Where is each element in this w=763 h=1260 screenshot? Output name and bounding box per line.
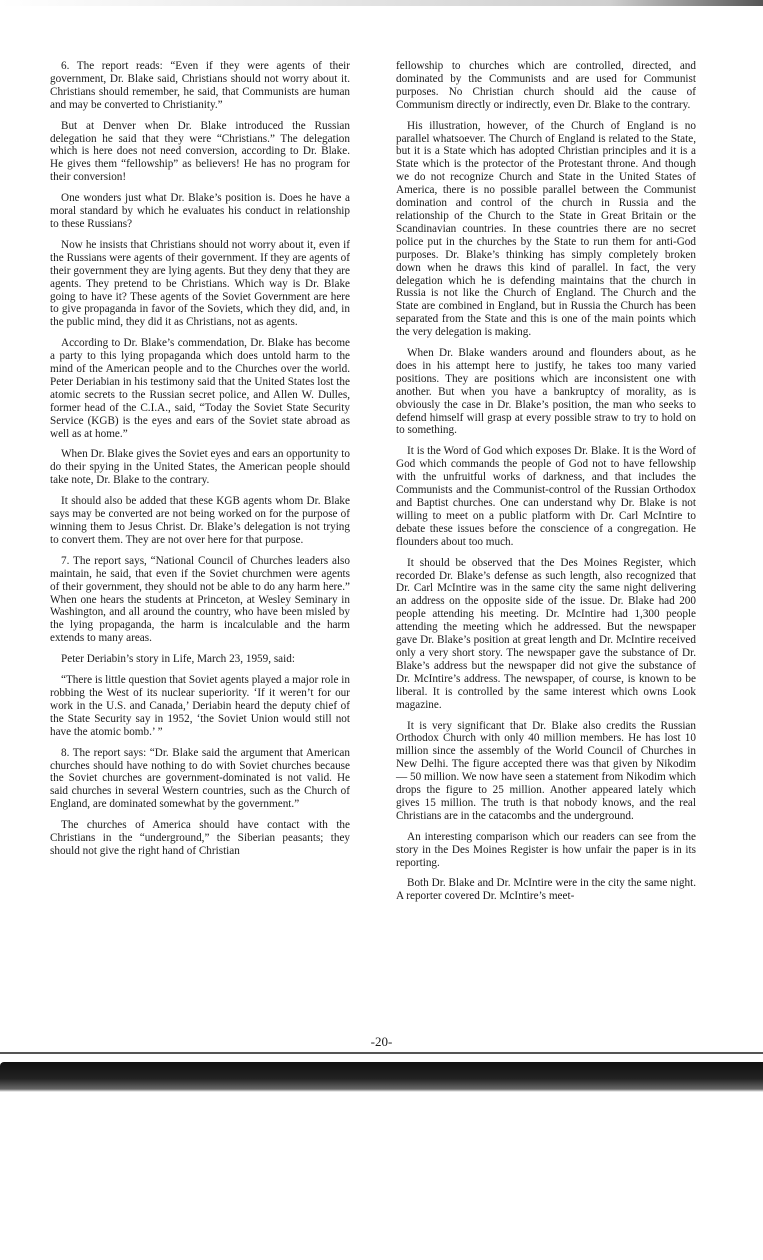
paragraph: 7. The report says, “National Council of Churches leaders also maintain, he said, that even if the Soviet churchmen were agents of their government, they should not be able to do any harm here.” When one hears the students at Princeton, at Wesley Seminary in Washington, and all around the country, who have been misled by the lying propaganda, the harm is incalculable and the harm extends to many areas. [50, 554, 350, 645]
left-column [50, 60, 350, 866]
paragraph: Peter Deriabin’s story in Life, March 23, 1959, said: [61, 653, 295, 666]
paragraph: It should be observed that the Des Moines Register, which recorded Dr. Blake’s defense as such length, also recognized that Dr. Carl McIntire was in the same city the same night delivering an address on the opposite side of the issue. Dr. Blake had 200 people attending his meeting. Dr. McIntire had 1,300 people attending the meeting which he addressed. But the newspaper gave Dr. Blake’s position at great length and Dr. McIntire received only a very short story. The newspaper gave the substance of Dr. Blake’s address but the newspaper did not give the substance of Dr. McIntire’s address. The newspaper, of course, is known to be liberal. It is controlled by the same interest which owns Look magazine. [396, 556, 696, 711]
scan-dark-band [0, 1062, 763, 1092]
scan-border-line [0, 1052, 763, 1054]
paragraph: An interesting comparison which our readers can see from the story in the Des Moines Register is how unfair the paper is in its reporting. [396, 830, 696, 869]
paragraph: 6. The report reads: “Even if they were agents of their government, Dr. Blake said, Christians should not worry about it. Christians should remember, he said, that Communists are human and may be converted to Christianity.” [50, 60, 350, 111]
paragraph: 8. The report says: “Dr. Blake said the argument that American churches should have nothing to do with Soviet churches because the Soviet churches are government-dominated is not valid. He said churches in several Western countries, such as the Church of England, are dominated somewhat by the government.” [50, 746, 350, 811]
quotation: “There is little question that Soviet agents played a major role in robbing the West of its nuclear superiority. ‘If it weren’t for our work in the U.S. and Canada,’ Deriabin heard the deputy chief of the State Security say in 1952, ‘the Soviet Union would still not have the atomic bomb.’ ” [50, 674, 350, 738]
paragraph: It is very significant that Dr. Blake also credits the Russian Orthodox Church with only 40 million members. He has lost 10 million since the assembly of the World Council of Churches in New Delhi. The figure accepted there was that given by Nikodim — 50 million. We now have seen a statement from Nikodim which drops the figure to 25 million. Another appeared lately which gives 15 million. The truth is that nobody knows, and the real Christians are in the catacombs and the underground. [396, 719, 696, 822]
paragraph: It should also be added that these KGB agents whom Dr. Blake says may be converted are not being worked on for the purpose of winning them to Jesus Christ. Dr. Blake’s delegation is not trying to convert them. They are not over here for that purpose. [50, 495, 350, 546]
paragraph: His illustration, however, of the Church of England is no parallel whatsoever. The Church of England is related to the State, but it is a State which has adopted Christian principles and it is a State which is the protector of the Protestant throne. And though we do not recognize Church and State in the United States of America, there is no possible parallel between the Communist domination and control of the church in Russia and the relationship of the Church to the State in Great Britain or the Scandinavian countries. In these countries there are no secret police put in the churches by the State to run them for anti-God purposes. Dr. Blake’s thinking has simply completely broken down when he draws this kind of parallel. In fact, the very delegation which he is defending maintains that the church in Russia is not like the Church of England. The Church and the State are combined in England, but in Russia the Church has been separated from the State and this is one of the main points which the very delegation is making. [396, 119, 696, 339]
paragraph: According to Dr. Blake’s commendation, Dr. Blake has become a party to this lying propaganda which does untold harm to the mind of the American people and to the Churches over the world. Peter Deriabian in his testimony said that the United States lost the atomic secrets to the Russian secret police, and Allen W. Dulles, former head of the C.I.A., said, “Today the Soviet State Security Service (KGB) is the eyes and ears of the Soviet state abroad as well as at home.” [50, 337, 350, 440]
paragraph: fellowship to churches which are controlled, directed, and dominated by the Communists and are used for Communist purposes. No Christian church should aid the cause of Communism directly or indirectly, even Dr. Blake to the contrary. [396, 60, 696, 111]
paragraph: When Dr. Blake wanders around and flounders about, as he does in his attempt here to justify, he takes too many varied positions. They are positions which are inconsistent one with another. But when you have a bankruptcy of morality, as is obviously the case in Dr. Blake’s position, the man who seeks to defend himself will grasp at every possible straw to try to hold on to something. [396, 347, 696, 437]
paragraph: When Dr. Blake gives the Soviet eyes and ears an opportunity to do their spying in the United States, the American people should take note, Dr. Blake to the contrary. [50, 448, 350, 487]
paragraph: One wonders just what Dr. Blake’s position is. Does he have a moral standard by which he evaluates his conduct in relationship to these Russians? [50, 192, 350, 230]
paragraph: It is the Word of God which exposes Dr. Blake. It is the Word of God which commands the people of God not to have fellowship with the unfruitful works of darkness, and that includes the Communists and the Communist-control of the Russian Orthodox and Baptist churches. One can understand why Dr. Blake is not willing to meet on a public platform with Dr. Carl McIntire to debate these issues before the conscience of a congregation. He flounders about too much. [396, 445, 696, 548]
paragraph: But at Denver when Dr. Blake introduced the Russian delegation he said that they were “Christians.” The delegation which is here does not need conversion, according to Dr. Blake. He gives them “fellowship” as believers! He has no program for their conversion! [50, 119, 350, 184]
right-column [396, 60, 696, 911]
paragraph: The churches of America should have contact with the Christians in the “underground,” the Siberian peasants; they should not give the right hand of Christian [50, 819, 350, 857]
paragraph: Now he insists that Christians should not worry about it, even if the Russians were agents of their government. If they are agents of their government they are lying agents. But they deny that they are agents. They pretend to be Christians. Which way is Dr. Blake going to have it? These agents of the Soviet Government are here to give propaganda in favor of the Soviets, which they did, and, in the public mind, they did it as Christians, not as agents. [50, 238, 350, 329]
scan-edge [0, 0, 763, 6]
paragraph: Both Dr. Blake and Dr. McIntire were in the city the same night. A reporter covered Dr. McIntire’s meet- [396, 877, 696, 903]
page-number: -20- [370, 1034, 393, 1049]
